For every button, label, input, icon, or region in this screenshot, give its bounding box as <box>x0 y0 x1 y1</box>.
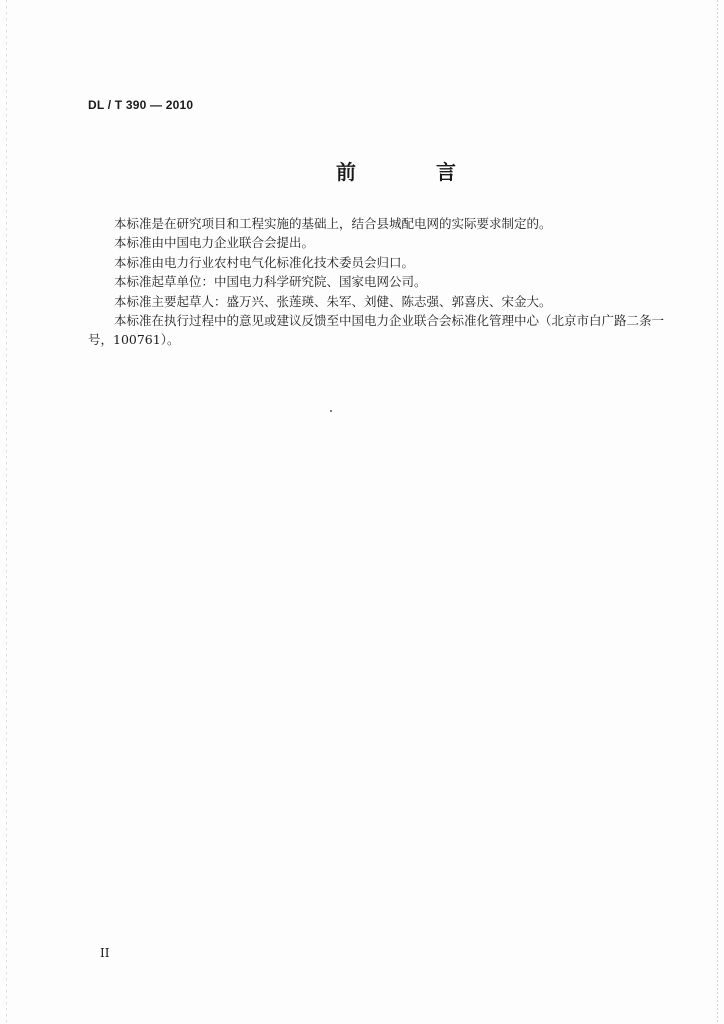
paragraph-proposer: 本标准由中国电力企业联合会提出。 <box>114 235 315 251</box>
paragraph-feedback: 本标准在执行过程中的意见或建议反馈至中国电力企业联合会标准化管理中心（北京市白广路二条一号，100761）。 <box>88 313 665 348</box>
page-number: II <box>100 946 110 960</box>
paragraph-drafters: 本标准主要起草人：盛万兴、张莲瑛、朱军、刘健、陈志强、郭喜庆、宋金大。 <box>114 293 552 309</box>
paragraph-drafting-units: 本标准起草单位：中国电力科学研究院、国家电网公司。 <box>114 274 427 290</box>
standard-code-header: DL / T 390 — 2010 <box>88 98 194 112</box>
scan-speck <box>330 410 332 412</box>
page-heading: 前 言 <box>336 160 486 184</box>
foreword-body <box>88 214 668 350</box>
paragraph-administrator: 本标准由电力行业农村电气化标准化技术委员会归口。 <box>114 254 415 270</box>
paragraph-basis: 本标准是在研究项目和工程实施的基础上，结合县城配电网的实际要求制定的。 <box>114 216 552 231</box>
scan-edge-left <box>6 0 7 1024</box>
scan-edge-right <box>717 0 718 1024</box>
